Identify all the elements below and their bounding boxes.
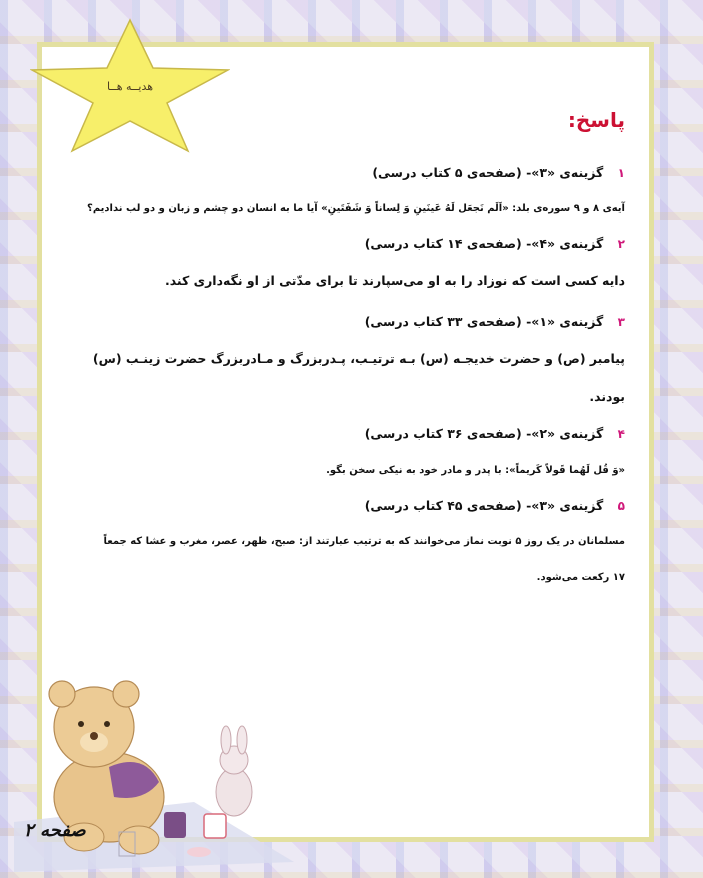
question-4-header [70, 426, 625, 441]
question-option: گزینه‌ی «۳»- (صفحه‌ی ۴۵ کتاب درسی) [364, 498, 604, 513]
question-number: ۴ [617, 427, 625, 441]
question-number: ۲ [617, 237, 625, 251]
answer-3-line-2: بودند. [589, 389, 625, 404]
teddy-bear-illustration [14, 672, 294, 872]
answer-3-line-1: پیامبر (ص) و حضرت خدیجـه (س) بـه ترتیـب، پـدربزرگ و مـادربزرگ حضرت زینـب (س) [92, 351, 625, 366]
question-option: گزینه‌ی «۴»- (صفحه‌ی ۱۴ کتاب درسی) [364, 236, 604, 251]
page-number: صفحه ۲ [24, 820, 86, 841]
answer-5-line-1: مسلمانان در یک روز ۵ نوبت نماز می‌خوانند که به ترتیب عبارتند از: صبح، ظهر، عصر، مغرب و عشا که جمعاً [103, 536, 625, 547]
answer-1-text: آیه‌ی ۸ و ۹ سوره‌ی بلد: «اَلَم نَجعَل لَهُ عَینَینِ وَ لِساناً وَ شَفَتَینِ» آیا ما به انسان دو چشم و زبان و دو لب ندادیم؟ [87, 203, 625, 214]
answer-2-text: دایه کسی است که نوزاد را به او می‌سپارند تا برای مدّتی از او نگه‌داری کند. [164, 273, 625, 288]
question-5-header [70, 498, 625, 513]
answers-title: پاسخ: [567, 108, 625, 132]
question-2-header [70, 236, 625, 251]
question-number: ۳ [617, 315, 625, 329]
answer-4-text: «وَ قُل لَهُما قَولاً کَریماً»: با پدر و مادر خود به نیکی سخن بگو. [326, 465, 625, 476]
question-option: گزینه‌ی «۳»- (صفحه‌ی ۵ کتاب درسی) [372, 165, 604, 180]
question-3-header [70, 314, 625, 329]
question-option: گزینه‌ی «۲»- (صفحه‌ی ۳۶ کتاب درسی) [364, 426, 604, 441]
question-1-header [70, 165, 625, 180]
star-label: هدیــه هــا [106, 80, 154, 93]
question-number: ۵ [617, 499, 625, 513]
answer-5-line-2: ۱۷ رکعت می‌شود. [536, 572, 625, 583]
question-number: ۱ [617, 166, 625, 180]
question-option: گزینه‌ی «۱»- (صفحه‌ی ۳۳ کتاب درسی) [364, 314, 604, 329]
